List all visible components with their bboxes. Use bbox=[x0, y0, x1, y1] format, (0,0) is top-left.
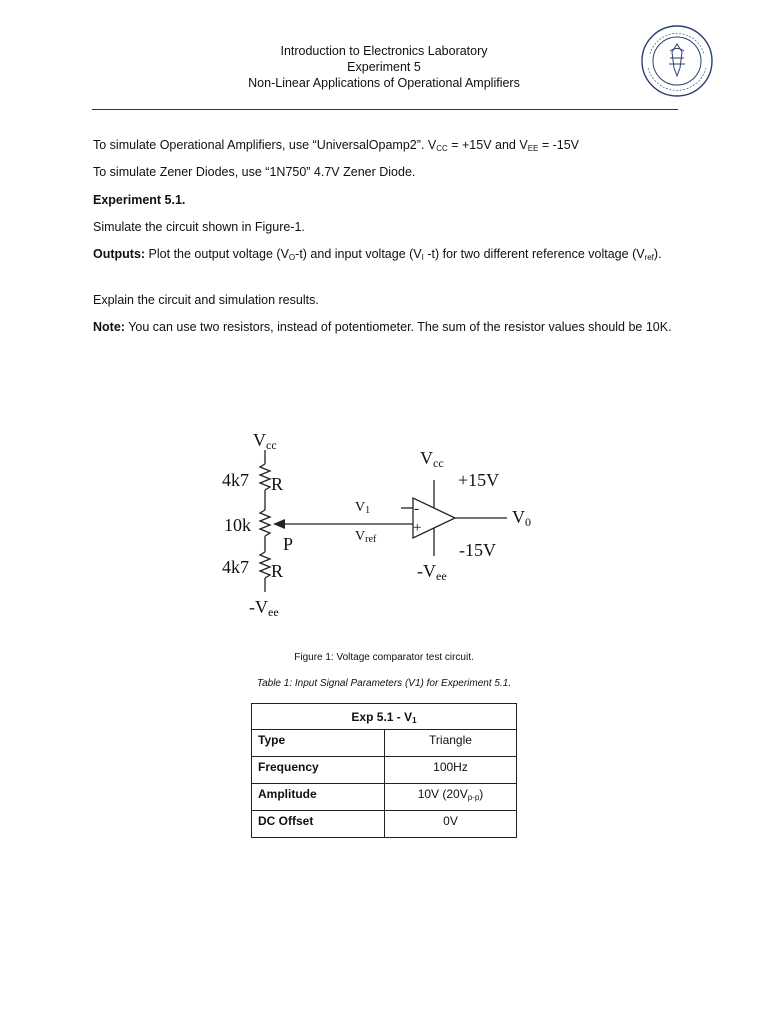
explain-instruction: Explain the circuit and simulation results. bbox=[93, 293, 319, 307]
r-top-value: 4k7 bbox=[222, 470, 249, 490]
table-row bbox=[252, 730, 517, 757]
row-value: 100Hz bbox=[385, 757, 517, 784]
resistor-bottom bbox=[260, 552, 270, 578]
outputs-instruction: Outputs: Plot the output voltage $(V_O-t)$ and input voltage ($V_I$ -t) for two different reference voltage $(V_{ref})$. bbox=[93, 247, 662, 262]
vcc-opamp-label: Vcc bbox=[420, 448, 444, 470]
row-label: Amplitude bbox=[252, 784, 385, 811]
table-row bbox=[252, 811, 517, 838]
header-experiment-number: Experiment 5 bbox=[347, 60, 421, 74]
opamp-noninverting-sign: + bbox=[413, 520, 422, 536]
zener-instruction: To simulate Zener Diodes, use “1N750” 4.7V Zener Diode. bbox=[93, 165, 416, 179]
row-label: DC Offset bbox=[252, 811, 385, 838]
r-bottom-value: 4k7 bbox=[222, 557, 249, 577]
simulate-instruction: Simulate the circuit shown in Figure-1. bbox=[93, 220, 305, 234]
input-signal-table bbox=[251, 703, 517, 838]
vee-left-label: -Vee bbox=[249, 597, 279, 619]
figure-caption: Figure 1: Voltage comparator test circuit. bbox=[294, 652, 474, 663]
pot-value: 10k bbox=[224, 515, 251, 535]
header-experiment-title: Non-Linear Applications of Operational Amplifiers bbox=[248, 76, 520, 90]
vee-opamp-label: -Vee bbox=[417, 561, 447, 583]
table-row bbox=[252, 784, 517, 811]
opamp-instruction: To simulate Operational Amplifiers, use “UniversalOpamp2”. $V_{CC} = +15V$ and $V_{EE} = -15V$ bbox=[93, 138, 580, 153]
row-label: Type bbox=[252, 730, 385, 757]
row-label: Frequency bbox=[252, 757, 385, 784]
row-value: 0V bbox=[385, 811, 517, 838]
minus15-label: -15V bbox=[459, 540, 496, 560]
vcc-left-label: Vcc bbox=[253, 430, 277, 452]
table-header-cell: Exp $5.1 - V_1$ bbox=[252, 704, 517, 730]
comparator-circuit-diagram bbox=[205, 420, 550, 625]
row-value: 10V $(20V_{p-p})$ bbox=[385, 784, 517, 811]
opamp-inverting-sign: - bbox=[414, 501, 419, 517]
vref-label: Vref bbox=[355, 529, 377, 545]
experiment-heading: Experiment 5.1. bbox=[93, 193, 186, 207]
pot-name: P bbox=[283, 534, 294, 554]
potentiometer-wiper-arrow bbox=[273, 519, 285, 529]
r-top-name: R bbox=[271, 474, 284, 494]
note-paragraph: Note: You can use two resistors, instead of potentiometer. The sum of the resistor values should be 10K. bbox=[93, 320, 672, 334]
row-value: Triangle bbox=[385, 730, 517, 757]
table-row bbox=[252, 757, 517, 784]
potentiometer bbox=[260, 510, 270, 536]
table-caption: Table 1: Input Signal Parameters (V1) for Experiment 5.1. bbox=[256, 678, 512, 689]
vo-label: V0 bbox=[512, 507, 531, 529]
header-course-title: Introduction to Electronics Laboratory bbox=[280, 44, 488, 58]
resistor-top bbox=[260, 464, 270, 490]
university-seal-logo bbox=[640, 24, 714, 98]
plus15-label: +15V bbox=[458, 470, 500, 490]
v1-label: V1 bbox=[355, 500, 371, 516]
r-bottom-name: R bbox=[271, 561, 284, 581]
header-divider bbox=[92, 109, 678, 110]
table-header-row bbox=[252, 704, 517, 730]
